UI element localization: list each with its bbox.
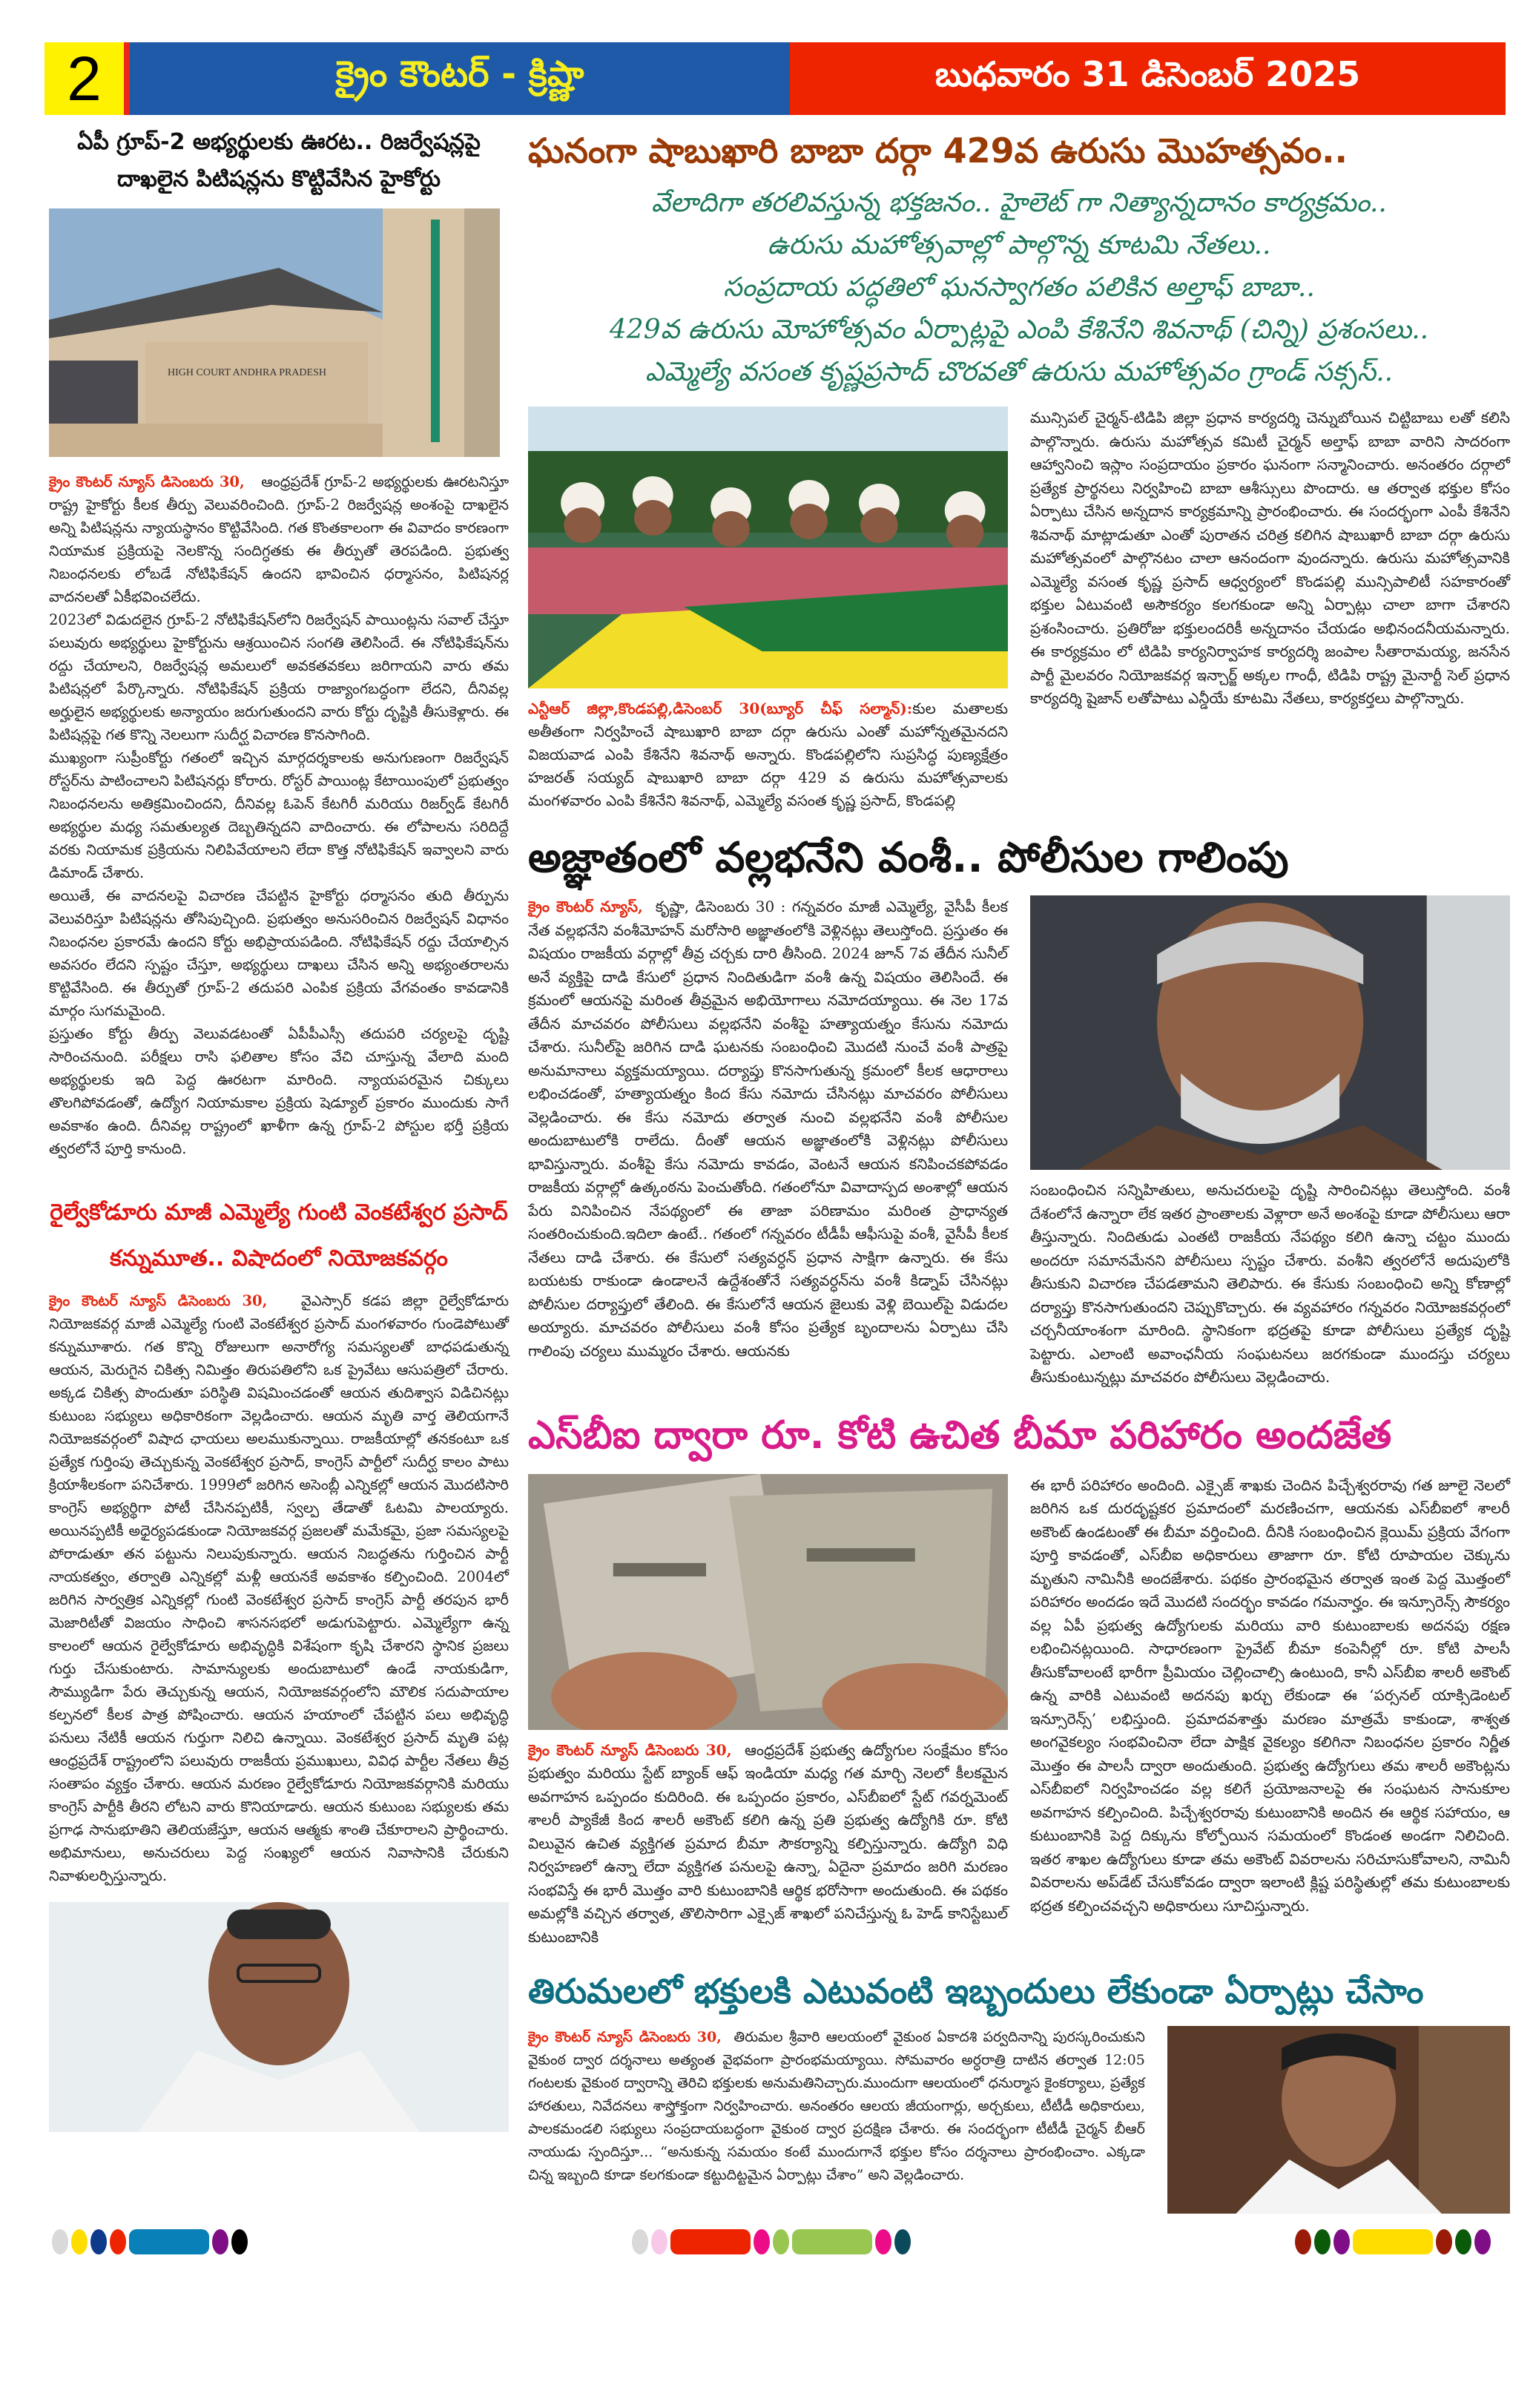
color-dot (231, 2229, 248, 2254)
subhead: ఎమ్మెల్యే వసంత కృష్ణప్రసాద్ చొరవతో ఉరుసు మహోత్సవం గ్రాండ్ సక్సస్.. (644, 357, 1394, 387)
color-dot (632, 2229, 648, 2254)
vamsi-headline: అజ్ఞాతంలో వల్లభనేని వంశీ.. పోలీసుల గాలింపు (528, 834, 1289, 882)
sbi-body-left (528, 1739, 1008, 1950)
dargah-prayer-image (528, 407, 1008, 688)
color-dot (1455, 2229, 1471, 2254)
footer-color-strip-right (1295, 2228, 1491, 2255)
vamsi-content (528, 895, 1510, 1389)
dateline: క్రైం కౌంటర్ న్యూస్ డిసెంబరు 30, (49, 473, 245, 490)
building-sign-text: HIGH COURT ANDHRA PRADESH (168, 367, 326, 378)
color-block (670, 2229, 751, 2254)
subhead: 429వ ఉరుసు మోహోత్సవం ఏర్పాట్లపై ఎంపి కేశినేని శివనాథ్ (చిన్ని) ప్రశంసలు.. (609, 315, 1429, 345)
paragraph: అయితే, ఈ వాదనలపై విచారణ చేపట్టిన హైకోర్టు ధర్మాసనం తుది తీర్పును వెలువరిస్తూ పిటిషన్లను తోసిపుచ్చింది. ప్రభుత్వం అనుసరించిన రిజర్వేషన్ విధానం నిబంధనల ప్రకారమే ఉందని కోర్టు అభిప్రాయపడింది. నోటిఫికేషన్ రద్దు చేయాల్సిన అవసరం లేదని స్పష్టం చేస్తూ, అభ్యర్థులు దాఖలు చేసిన అన్ని అభ్యంతరాలను కొట్టివేసింది. ఈ తీర్పుతో గ్రూప్-2 తదుపరి ఎంపిక ప్రక్రియ వేగవంతం కావడానికి మార్గం సుగమమైంది. (49, 887, 509, 1019)
rupee-notes-image (528, 1474, 1008, 1730)
sbi-content (528, 1474, 1510, 1950)
paragraph: మున్సిపల్ చైర్మన్-టిడిపి జిల్లా ప్రధాన కార్యదర్శి చెన్నుబోయిన చిట్టిబాబు లతో కలిసి పాల్గొన్నారు. ఉరుసు మహోత్సవ కమిటీ చైర్మన్ అల్తాఫ్ బాబా వారిని సాదరంగా ఆహ్వానించి ఇస్లాం సంప్రదాయం ప్రకారం ఘనంగా సన్మానించారు. అనంతరం దర్గాలో ప్రత్యేక ప్రార్థనలు నిర్వహించి బాబా ఆశీస్సులు పొందారు. ఆ తర్వాత భక్తుల కోసం ఏర్పాటు చేసిన అన్నదాన కార్యక్రమాన్ని ప్రారంభించారు. ఈ సందర్భంగా ఎంపీ కేశినేని శివనాథ్ మాట్లాడుతూ ఎంతో పురాతన చరిత్ర కలిగిన షాబుఖారీ బాబా దర్గా ఉరుసు మహోత్సవంలో పాల్గొనటం చాలా ఆనందంగా వుందన్నారు. ఉరుసు మహోత్సవానికి ఎమ్మెల్యే వసంత కృష్ణ ప్రసాద్ ఆధ్వర్యంలో కొండపల్లి మున్సిపాలిటీ సహకారంతో భక్తుల ఏటువంటి అసౌకర్యం కలగకుండా అన్ని ఏర్పాట్లు చాలా బాగా చేశారని ప్రశంసించారు. ప్రతిరోజు భక్తులందరికీ అన్నదానం చేయడం అభినందనీయమన్నారు. ఈ కార్యక్రమం లో టిడిపి కార్యనిర్వాహక కార్యదర్శి జంపాల సీతారామయ్య, జనసేన పార్టీ మైలవరం నియోజకవర్గ ఇన్చార్జ్ అక్కల గాంధీ, టిడిపి రాష్ట్ర మైనార్టీ సెల్ ప్రధాన కార్యదర్శి షైజాన్ లతోపాటు ఎన్డీయే కూటమి నేతలు, కార్యకర్తలు పాల్గొన్నారు. (1030, 409, 1510, 707)
portrait-elderly-man-image (49, 1902, 509, 2132)
color-dot (1474, 2229, 1491, 2254)
tirumala-content (528, 2026, 1510, 2214)
color-dot (773, 2229, 789, 2254)
dargah-photo (528, 407, 1008, 688)
paragraph: సంబంధించిన సన్నిహితులు, అనుచరులపై దృష్టి సారించినట్లు తెలుస్తోంది. వంశీ దేశంలోనే ఉన్నారా లేక ఇతర ప్రాంతాలకు వెళ్లారా అనే అంశంపై కూడా పోలీసులు ఆరా తీస్తున్నారు. నిందితుడు ఎంతటి రాజకీయ నేపథ్యం కలిగి ఉన్నా చట్టం ముందు అందరూ సమానమేనని పోలీసులు స్పష్టం చేశారు. వంశీని త్వరలోనే అదుపులోకి తీసుకుని విచారణ చేపడతామని తెలిపారు. ఈ కేసుకు సంబంధించి అన్ని కోణాల్లో దర్యాప్తు కొనసాగుతుందని చెప్పుకొచ్చారు. ఈ వ్యవహారం గన్నవరం నియోజకవర్గంలో చర్చనీయాంశంగా మారింది. స్థానికంగా భద్రతపై కూడా పోలీసులు ప్రత్యేక దృష్టి పెట్టారు. ఎలాంటి అవాంఛనీయ సంఘటనలు జరగకుండా ముందస్తు చర్యలు తీసుకుంటున్నట్లు మాచవరం పోలీసులు వెల్లడించారు. (1030, 1181, 1510, 1386)
urus-body-right (1030, 407, 1510, 711)
railway-koduru-body (49, 1289, 509, 1887)
paragraph: ఆంధ్రప్రదేశ్ ప్రభుత్వ ఉద్యోగుల సంక్షేమం కోసం ప్రభుత్వం మరియు స్టేట్ బ్యాంక్ ఆఫ్ ఇండియా మధ్య గత మార్చి నెలలో కీలకమైన అవగాహన ఒప్పందం కుదిరింది. ఈ ఒప్పందం ప్రకారం, ఎస్‌బీఐలో స్టేట్ గవర్నమెంట్ శాలరీ ప్యాకేజీ కింద శాలరీ అకౌంట్ కలిగి ఉన్న ప్రతి ప్రభుత్వ ఉద్యోగికి రూ. కోటి విలువైన ఉచిత వ్యక్తిగత ప్రమాద బీమా సౌకర్యాన్ని కల్పిస్తున్నారు. ఉద్యోగి విధి నిర్వహణలో ఉన్నా లేదా వ్యక్తిగత పనులపై ఉన్నా, ఏదైనా ప్రమాదం జరిగి మరణం సంభవిస్తే ఈ భారీ మొత్తం వారి కుటుంబానికి ఆర్థిక భరోసాగా అందుతుంది. ఈ పథకం అమల్లోకి వచ్చిన తర్వాత, తొలిసారిగా ఎక్సైజ్ శాఖలో పనిచేస్తున్న ఓ హెడ్ కానిస్టేబుల్ కుటుంబానికి (528, 1740, 1008, 1946)
color-dot (52, 2229, 68, 2254)
color-dot (1333, 2229, 1350, 2254)
urus-headline: ఘనంగా షాబుఖారి బాబా దర్గా 429వ ఉరుసు మొహత్సవం.. (528, 131, 1348, 171)
color-dot (90, 2229, 107, 2254)
newspaper-title: క్రైం కౌంటర్ - క్రిష్ణా (130, 42, 790, 115)
paragraph: ముఖ్యంగా సుప్రీంకోర్టు గతంలో ఇచ్చిన మార్గదర్శకాలకు అనుగుణంగా రిజర్వేషన్ రోస్టర్‌ను పాటించాలని పిటిషనర్లు కోరారు. రోస్టర్ పాయింట్ల కేటాయింపులో ప్రభుత్వం నిబంధనలను అతిక్రమించిందని, దీనివల్ల ఓపెన్ కేటగిరీ మరియు రిజర్వ్‌డ్ కేటగిరీ అభ్యర్థుల మధ్య సమతుల్యత దెబ్బతిన్నదని వాదించారు. ఈ లోపాలను సరిదిద్దే వరకు నియామక ప్రక్రియను నిలిపివేయాలని లేదా కొత్త నోటిఫికేషన్ ఇవ్వాలని వారు డిమాండ్ చేశారు. (49, 749, 509, 881)
railway-koduru-headline: రైల్వేకోడూరు మాజీ ఎమ్మెల్యే గుంటి వెంకటేశ్వర ప్రసాద్ కన్నుమూత.. విషాదంలో నియోజకవర్గం (50, 1200, 508, 1272)
paragraph: వైఎస్సార్ కడప జిల్లా రైల్వేకోడూరు నియోజకవర్గ మాజీ ఎమ్మెల్యే గుంటి వెంకటేశ్వర ప్రసాద్ మంగళవారం గుండెపోటుతో కన్నుమూశారు. గత కొన్ని రోజులుగా అనారోగ్య సమస్యలతో బాధపడుతున్న ఆయన, మెరుగైన చికిత్స నిమిత్తం తిరుపతిలోని ఒక ప్రైవేటు ఆసుపత్రిలో చేరారు. అక్కడ చికిత్స పొందుతూ పరిస్థితి విషమించడంతో ఆయన తుదిశ్వాస విడిచినట్లు కుటుంబ సభ్యులు అధికారికంగా వెల్లడించారు. ఆయన మృతి వార్త తెలియగానే నియోజకవర్గంలో విషాద ఛాయలు అలముకున్నాయి. రాజకీయాల్లో తనకంటూ ఒక ప్రత్యేక గుర్తింపు తెచ్చుకున్న వెంకటేశ్వర ప్రసాద్, కాంగ్రెస్ పార్టీలో సుదీర్ఘ కాలం పాటు క్రియాశీలకంగా పనిచేశారు. 1999లో జరిగిన అసెంబ్లీ ఎన్నికల్లో ఆయన మొదటిసారి కాంగ్రెస్ అభ్యర్థిగా పోటీ చేసినప్పటికీ, స్వల్ప తేడాతో ఓటమి పాలయ్యారు. అయినప్పటికీ అధైర్యపడకుండా నియోజకవర్గ ప్రజలతో మమేకమై, ప్రజా సమస్యలపై పోరాడుతూ తన పట్టును నిలుపుకున్నారు. ఆయన నిబద్ధతను గుర్తించిన పార్టీ నాయకత్వం, తర్వాతి ఎన్నికల్లో మళ్లీ ఆయనకే అవకాశం కల్పించింది. 2004లో జరిగిన సార్వత్రిక ఎన్నికల్లో గుంటి వెంకటేశ్వర ప్రసాద్ కాంగ్రెస్ పార్టీ తరపున భారీ మెజారిటీతో విజయం సాధించి శాసనసభలో అడుగుపెట్టారు. ఎమ్మెల్యేగా ఉన్న కాలంలో ఆయన రైల్వేకోడూరు అభివృద్ధికి విశేషంగా కృషి చేశారని స్థానిక ప్రజలు గుర్తు చేసుకుంటారు. సామాన్యులకు అందుబాటులో ఉండే నాయకుడిగా, సౌమ్యుడిగా పేరు తెచ్చుకున్న ఆయన, నియోజకవర్గంలోని మౌలిక సదుపాయాల కల్పనలో కీలక పాత్ర పోషించారు. ఆయన హయాంలో చేపట్టిన పలు అభివృద్ధి పనులు నేటికీ ఆయన గుర్తుగా నిలిచి ఉన్నాయి. వెంకటేశ్వర ప్రసాద్ మృతి పట్ల ఆంధ్రప్రదేశ్ రాష్ట్రంలోని పలువురు రాజకీయ ప్రముఖులు, వివిధ పార్టీల నేతలు తీవ్ర సంతాపం వ్యక్తం చేశారు. ఆయన మరణం రైల్వేకోడూరు నియోజకవర్గానికి మరియు కాంగ్రెస్ పార్టీకి తీరని లోటని వారు కొనియాడారు. ఆయన కుటుంబ సభ్యులకు తమ ప్రగాఢ సానుభూతిని తెలియజేస్తూ, ఆయన ఆత్మకు శాంతి చేకూరాలని ప్రార్థించారు. అభిమానులు, అనుచరులు పెద్ద సంఖ్యలో ఆయన నివాసానికి చేరుకుని నివాళులర్పిస్తున్నారు. (49, 1292, 509, 1884)
color-dot (651, 2229, 667, 2254)
right-column (528, 124, 1510, 2214)
sbi-body-right (1030, 1474, 1510, 1918)
sbi-headline: ఎస్‌బీఐ ద్వారా రూ. కోటి ఉచిత బీమా పరిహారం అందజేత (528, 1412, 1392, 1458)
color-dot (1295, 2229, 1311, 2254)
color-block (792, 2229, 872, 2254)
paragraph: కృష్ణా, డిసెంబరు 30 : గన్నవరం మాజీ ఎమ్మెల్యే, వైసీపీ కీలక నేత వల్లభనేని వంశీమోహన్ మరోసారి అజ్ఞాతంలోకి వెళ్లినట్లు తెలుస్తోంది. ప్రస్తుతం ఈ విషయం రాజకీయ వర్గాల్లో తీవ్ర చర్చకు దారి తీసింది. 2024 జూన్ 7వ తేదీన సునీల్ అనే వ్యక్తిపై దాడి కేసులో ప్రధాన నిందితుడిగా వంశీ ఉన్న విషయం తెలిసిందే. ఈ క్రమంలో ఆయనపై మరింత తీవ్రమైన అభియోగాలు నమోదయ్యాయి. ఈ నెల 17వ తేదీన మాచవరం పోలీసులు వల్లభనేని వంశీపై హత్యాయత్నం కేసును నమోదు చేశారు. సునీల్‌పై జరిగిన దాడి ఘటనకు సంబంధించి మొదటి నుంచే వంశీ పాత్రపై అనుమానాలు వ్యక్తమయ్యాయి. దర్యాప్తు కొనసాగుతున్న క్రమంలో కీలక ఆధారాలు లభించడంతో, హత్యాయత్నం కింద కేసు నమోదు చేసినట్లు మాచవరం పోలీసులు వెల్లడించారు. ఈ కేసు నమోదు తర్వాత నుంచి వల్లభనేని వంశీ పోలీసుల అందుబాటులోకి రాలేదు. దీంతో ఆయన అజ్ఞాతంలోకి వెళ్లినట్లు పోలీసులు భావిస్తున్నారు. వంశీపై కేసు నమోదు కావడం, వెంటనే ఆయన కనిపించకపోవడం రాజకీయ వర్గాల్లో ఉత్కంఠను పెంచుతోంది. గతంలోనూ వివాదాస్పద అంశాల్లో ఆయన పేరు వినిపించిన నేపథ్యంలో ఈ తాజా పరిణామం మరింత ప్రాధాన్యత సంతరించుకుంది.ఇదిలా ఉంటే.. గతంలో గన్నవరం టీడీపీ ఆఫీసుపై వంశీ, వైసీపీ కీలక నేతలు దాడి చేశారు. ఈ కేసులో సత్యవర్ధన్ ప్రధాన సాక్షిగా ఉన్నారు. ఈ కేసు బయటకు రాకుండా ఉండాలనే ఉద్దేశంతోనే సత్యవర్ధన్‌ను వంశీ కిడ్నాప్ చేసినట్లు పోలీసుల దర్యాప్తులో తేలింది. ఈ కేసులోనే ఆయన జైలుకు వెళ్లి బెయిల్‌పై విడుదల అయ్యారు. మాచవరం పోలీసులు వంశీ కోసం ప్రత్యేక బృందాలను ఏర్పాటు చేసి గాలింపు చర్యలు ముమ్మరం చేశారు. ఆయనకు (528, 898, 1008, 1360)
color-dot (212, 2229, 228, 2254)
footer (52, 2228, 1491, 2255)
urus-body-left (528, 697, 1008, 812)
page-number: 2 (44, 42, 130, 115)
group2-body (49, 470, 509, 1160)
paragraph: ఈ భారీ పరిహారం అందింది. ఎక్సైజ్ శాఖకు చెందిన పిచ్చేశ్వరరావు గత జూలై నెలలో జరిగిన ఒక దురదృష్టకర ప్రమాదంలో మరణించగా, ఆయనకు ఎస్‌బీఐలో శాలరీ అకౌంట్ ఉండటంతో ఈ బీమా వర్తించింది. దీనికి సంబంధించిన క్లెయిమ్ ప్రక్రియ వేగంగా పూర్తి కావడంతో, ఎస్‌బీఐ అధికారులు తాజాగా రూ. కోటి రూపాయల చెక్కును మృతుని నామినీకి అందజేశారు. పథకం ప్రారంభమైన తర్వాత ఇంత పెద్ద మొత్తంలో పరిహారం అందడం ఇదే మొదటి సందర్భం కావడం గమనార్హం. ఈ ఇన్సూరెన్స్ సౌకర్యం వల్ల ఏపీ ప్రభుత్వ ఉద్యోగులకు మరియు వారి కుటుంబాలకు అదనపు రక్షణ లభించినట్లయింది. సాధారణంగా ప్రైవేట్ బీమా కంపెనీల్లో రూ. కోటి పాలసీ తీసుకోవాలంటే భారీగా ప్రీమియం చెల్లించాల్సి ఉంటుంది, కానీ ఎస్‌బీఐ శాలరీ అకౌంట్ ఉన్న వారికి ఎటువంటి అదనపు ఖర్చు లేకుండా ఈ ‘పర్సనల్ యాక్సిడెంటల్ ఇన్సూరెన్స్’ లభిస్తుంది. ప్రమాదవశాత్తు మరణం మాత్రమే కాకుండా, శాశ్వత అంగవైకల్యం సంభవించినా లేదా పాక్షిక వైకల్యం కలిగినా నిబంధనల ప్రకారం నిర్ణీత మొత్తం ఈ పాలసీ ద్వారా అందుతుంది. ప్రభుత్వ ఉద్యోగులు తమ శాలరీ అకౌంట్లను ఎస్‌బీఐలో నిర్వహించడం వల్ల కలిగే ప్రయోజనాలపై ఈ సంఘటన సానుకూల అవగాహన కల్పించింది. పిచ్చేశ్వరరావు కుటుంబానికి అందిన ఈ ఆర్థిక సహాయం, ఆ కుటుంబానికి పెద్ద దిక్కును కోల్పోయిన సమయంలో కొండంత అండగా నిలిచింది. ఇతర శాఖల ఉద్యోగులు కూడా తమ అకౌంట్ వివరాలను సరిచూసుకోవాలని, నామినీ వివరాలను అప్‌డేట్ చేసుకోవడం ద్వారా ఇలాంటి క్లిష్ట పరిస్థితుల్లో తమ కుటుంబాలకు భద్రత కల్పించవచ్చని అధికారులు సూచిస్తున్నారు. (1030, 1476, 1510, 1915)
vamsi-photo (1030, 895, 1510, 1170)
color-dot (754, 2229, 770, 2254)
paragraph: ప్రస్తుతం కోర్టు తీర్పు వెలువడటంతో ఏపీపీఎస్సీ తదుపరి చర్యలపై దృష్టి సారించనుంది. పరీక్షలు రాసి ఫలితాల కోసం వేచి చూస్తున్న వేలాది మంది అభ్యర్థులకు ఇది పెద్ద ఊరటగా మారింది. న్యాయపరమైన చిక్కులు తొలగిపోవడంతో, ఉద్యోగ నియామకాల ప్రక్రియ షెడ్యూల్ ప్రకారం ముందుకు సాగే అవకాశం ఉంది. దీనివల్ల రాష్ట్రంలో ఖాళీగా ఉన్న గ్రూప్-2 పోస్టుల భర్తీ ప్రక్రియ త్వరలోనే పూర్తి కానుంది. (49, 1025, 509, 1157)
color-dot (1314, 2229, 1331, 2254)
obituary-portrait-photo (49, 1902, 509, 2132)
portrait-ttd-chairman-image (1167, 2026, 1510, 2214)
tirumala-body (528, 2026, 1145, 2187)
page-layout (49, 124, 1510, 2214)
subhead: ఉరుసు మహోత్సవాల్లో పాల్గొన్న కూటమి నేతలు.. (767, 230, 1271, 260)
masthead (44, 42, 1506, 115)
paragraph: కుల మతాలకు అతీతంగా నిర్వహించే షాబుఖారి బాబా దర్గా ఉరుసు ఎంతో మహోన్నతమైనదని విజయవాడ ఎంపి కేశినేని శివనాథ్ అన్నారు. కొండపల్లిలోని సుప్రసిద్ధ పుణ్యక్షేత్రం హజరత్ సయ్యద్ షాబుఖారి బాబా దర్గా 429 వ ఉరుసు మహోత్సవాలకు మంగళవారం ఎంపి కేశినేని శివనాథ్, ఎమ్మెల్యే వసంత కృష్ణ ప్రసాద్, కొండపల్లి (528, 700, 1008, 809)
ttd-chairman-photo (1167, 2026, 1510, 2214)
group2-headline: ఏపీ గ్రూప్-2 అభ్యర్థులకు ఊరట.. రిజర్వేషన్లపై దాఖలైన పిటిషన్లను కొట్టివేసిన హైకోర్టు (77, 129, 481, 192)
subhead: సంప్రదాయ పద్ధతిలో ఘనస్వాగతం పలికిన అల్తాఫ్ బాబా.. (723, 272, 1315, 303)
high-court-photo (49, 208, 500, 457)
color-dot (875, 2229, 891, 2254)
color-dot (1436, 2229, 1452, 2254)
color-block (129, 2229, 209, 2254)
paragraph: తిరుమల శ్రీవారి ఆలయంలో వైకుంఠ ఏకాదశి పర్వదినాన్ని పురస్కరించుకుని వైకుంఠ ద్వార దర్శనాలు అత్యంత వైభవంగా ప్రారంభమయ్యాయి. సోమవారం అర్ధరాత్రి దాటిన తర్వాత 12:05 గంటలకు వైకుంఠ ద్వారాన్ని తెరిచి భక్తులకు అనుమతినిచ్చారు.ముందుగా ఆలయంలో ధనుర్మాస కైంకర్యాలు, ప్రత్యేక హారతులు, నివేదనలు శాస్త్రోక్తంగా నిర్వహించారు. అనంతరం ఆలయ జీయంగార్లు, అర్చకులు, టీటీడీ అధికారులు, పాలకమండలి సభ్యులు సంప్రదాయబద్ధంగా వైకుంఠ ద్వార ప్రదక్షిణ చేశారు. ఈ సందర్భంగా టీటీడీ చైర్మన్ బీఆర్ నాయుడు స్పందిస్తూ... “అనుకున్న సమయం కంటే ముందుగానే భక్తుల కోసం దర్శనాలు ప్రారంభించాం. ఎక్కడా చిన్న ఇబ్బంది కూడా కలగకుండా కట్టుదిట్టమైన ఏర్పాట్లు చేశాం” అని వెల్లడించారు. (528, 2029, 1145, 2183)
dateline: ఎన్టీఆర్ జిల్లా,కొండపల్లి,డిసెంబర్ 30(బ్యూర్ చీఫ్ సల్మాన్): (528, 700, 913, 717)
currency-photo (528, 1474, 1008, 1730)
urus-subheads (528, 182, 1510, 393)
dateline: క్రైం కౌంటర్ న్యూస్ డిసెంబరు 30, (528, 1740, 732, 1759)
footer-color-strip-center (632, 2228, 911, 2255)
paragraph: 2023లో విడుదలైన గ్రూప్-2 నోటిఫికేషన్‌లోని రిజర్వేషన్ పాయింట్లను సవాల్ చేస్తూ పలువురు అభ్యర్థులు హైకోర్టును ఆశ్రయించిన సంగతి తెలిసిందే. ఈ నోటిఫికేషన్‌ను రద్దు చేయాలని, రిజర్వేషన్ల అమలులో అవకతవకలు జరిగాయని వారు తమ పిటిషన్లలో పేర్కొన్నారు. నోటిఫికేషన్ ప్రక్రియ రాజ్యాంగబద్ధంగా లేదని, దీనివల్ల అర్హులైన అభ్యర్థులకు అన్యాయం జరుగుతుందని వారు కోర్టు దృష్టికి తీసుకెళ్లారు. ఈ పిటిషన్లపై గత కొన్ని నెలలుగా సుదీర్ఘ విచారణ కొనసాగింది. (49, 611, 509, 743)
urus-content (528, 407, 1510, 812)
color-dot (894, 2229, 911, 2254)
tirumala-headline: తిరుమలలో భక్తులకి ఎటువంటి ఇబ్బందులు లేకుండా ఏర్పాట్లు చేసాం (528, 1971, 1424, 2011)
vamsi-body-right (1030, 1179, 1510, 1389)
footer-color-strip-left (52, 2228, 248, 2255)
paragraph: ఆంధ్రప్రదేశ్ గ్రూప్-2 అభ్యర్థులకు ఊరటనిస్తూ రాష్ట్ర హైకోర్టు కీలక తీర్పు వెలువరించింది. గ్రూప్-2 రిజర్వేషన్ల అంశంపై దాఖలైన అన్ని పిటిషన్లను న్యాయస్థానం కొట్టివేసింది. గత కొంతకాలంగా ఈ వివాదం కారణంగా నియామక ప్రక్రియపై నెలకొన్న సందిగ్ధతకు ఈ తీర్పుతో తెరపడింది. ప్రభుత్వ నిబంధనలకు లోబడే నోటిఫికేషన్ ఉందని భావించిన ధర్మాసనం, పిటిషనర్ల వాదనలతో ఏకీభవించలేదు. (49, 473, 509, 605)
vamsi-body-left (528, 895, 1008, 1363)
dateline: క్రైం కౌంటర్ న్యూస్ డిసెంబరు 30, (528, 2029, 722, 2045)
subhead: వేలాదిగా తరలివస్తున్న భక్తజనం.. హైలెట్ గా నిత్యాన్నదానం కార్యక్రమం.. (651, 188, 1387, 218)
left-column (49, 124, 509, 2132)
dateline: క్రైం కౌంటర్ న్యూస్, (528, 898, 643, 915)
portrait-man-in-car-image (1030, 895, 1510, 1170)
edition-date: బుధవారం 31 డిసెంబర్ 2025 (790, 42, 1506, 115)
color-block (1353, 2229, 1433, 2254)
high-court-building-image (49, 208, 500, 457)
color-dot (110, 2229, 126, 2254)
dateline: క్రైం కౌంటర్ న్యూస్ డిసెంబరు 30, (49, 1292, 268, 1309)
color-dot (71, 2229, 88, 2254)
